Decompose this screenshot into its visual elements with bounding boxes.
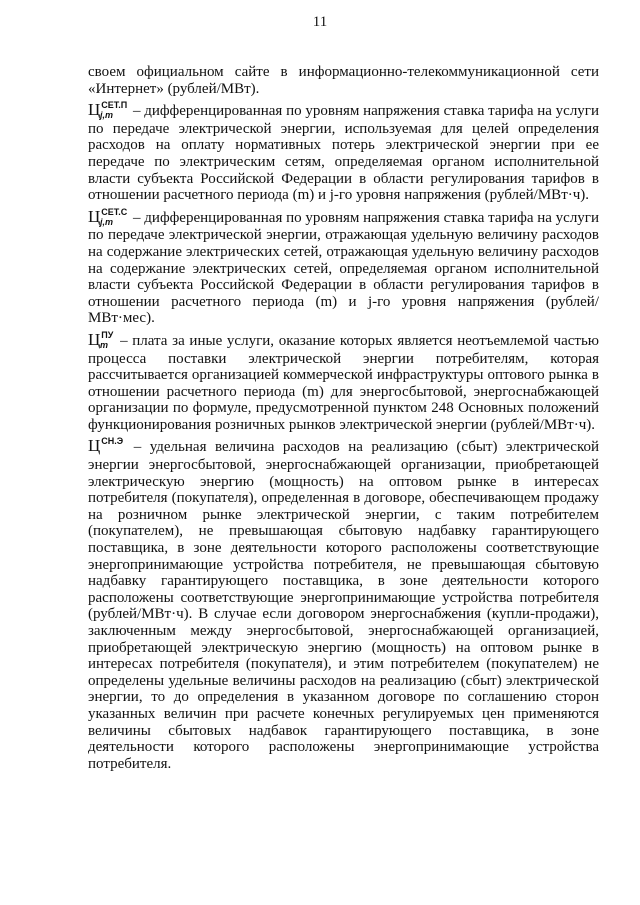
formula-symbol: $Ц^{СН.Э}$ bbox=[88, 436, 124, 456]
formula-symbol: $Ц^{СЕТ.П}$ j,m bbox=[88, 100, 128, 121]
definition-tariff-maintenance bbox=[88, 206, 599, 327]
definition-text: – дифференцированная по уровням напряжения ставка тарифа на услуги по передаче электрической энергии, отражающая удельную величину расходов на содержание электрических сетей, отражающая удельную величину расходов на содержание электрических сетей, определяемая органом исполнительной власти субъекта Российской Федерации в области регулирования тарифов в отношении расчетного периода (m) и j-го уровня напряжения (рублей/МВт·мес). bbox=[88, 209, 599, 327]
definition-text: – удельная величина расходов на реализацию (сбыт) электрической энергии энергосбытовой, энергоснабжающей организации, приобретающей электрическую энергию (мощность) на оптовом рынке в интересах потребителя (покупателя), определенная в договоре, обеспечивающем продажу на розничном рынке электрической энергии, с таким потребителем (покупателем), не превышающая сбытовую надбавку гарантирующего поставщика, в зоне деятельности которого расположены соответствующие энергопринимающие устройства потребителя, не превышающая сбытовую надбавку гарантирующего поставщика, в зоне деятельности которого расположены соответствующие энергопринимающие устройства потребителя (рублей/МВт·ч). В случае если договором энергоснабжения (купли-продажи), заключенным между энергосбытовой, энергоснабжающей организацией, приобретающей электрическую энергию (мощность) на оптовом рынке в интересах потребителя (покупателя), и этим потребителем (покупателем) не определены удельные величины расходов на реализацию (сбыт) электрической энергии, то до определения в указанном договоре по соглашению сторон указанных величин при расчете конечных регулируемых цен применяются величины сбытовых надбавок гарантирующего поставщика, в зоне деятельности которого расположены энергопринимающие устройства потребителя. bbox=[88, 439, 599, 772]
formula-symbol: $Ц^{СЕТ.С}$ j,m bbox=[88, 206, 128, 227]
definition-other-services bbox=[88, 329, 599, 434]
document-body bbox=[88, 64, 599, 772]
definition-tariff-losses bbox=[88, 102, 599, 204]
definition-text: – плата за иные услуги, оказание которых является неотъемлемой частью процесса поставки электрической энергии потребителям, которая рассчитывается организацией коммерческой инфраструктуры оптового рынка в отношении расчетного периода (m) для энергосбытовой, энергоснабжающей организации по формуле, предусмотренной пунктом 248 Основных положений функционирования розничных рынков электрической энергии (рублей/МВт·ч). bbox=[88, 332, 599, 433]
page-number: 11 bbox=[312, 14, 328, 30]
definition-text: своем официальном сайте в информационно-телекоммуникационной сети «Интернет» (рублей/МВт). bbox=[88, 64, 599, 97]
definition-continuation bbox=[88, 64, 599, 97]
definition-sales-costs bbox=[88, 438, 599, 772]
formula-symbol: $Ц^{ПУ}$ m bbox=[88, 329, 114, 350]
definition-text: – дифференцированная по уровням напряжения ставка тарифа на услуги по передаче электрической энергии, используемая для целей определения расходов на оплату нормативных потерь электрической энергии при ее передаче по электрическим сетям, определяемая органом исполнительной власти субъекта Российской Федерации в области регулирования тарифов в отношении расчетного периода (m) и j-го уровня напряжения (рублей/МВт·ч). bbox=[88, 103, 599, 204]
